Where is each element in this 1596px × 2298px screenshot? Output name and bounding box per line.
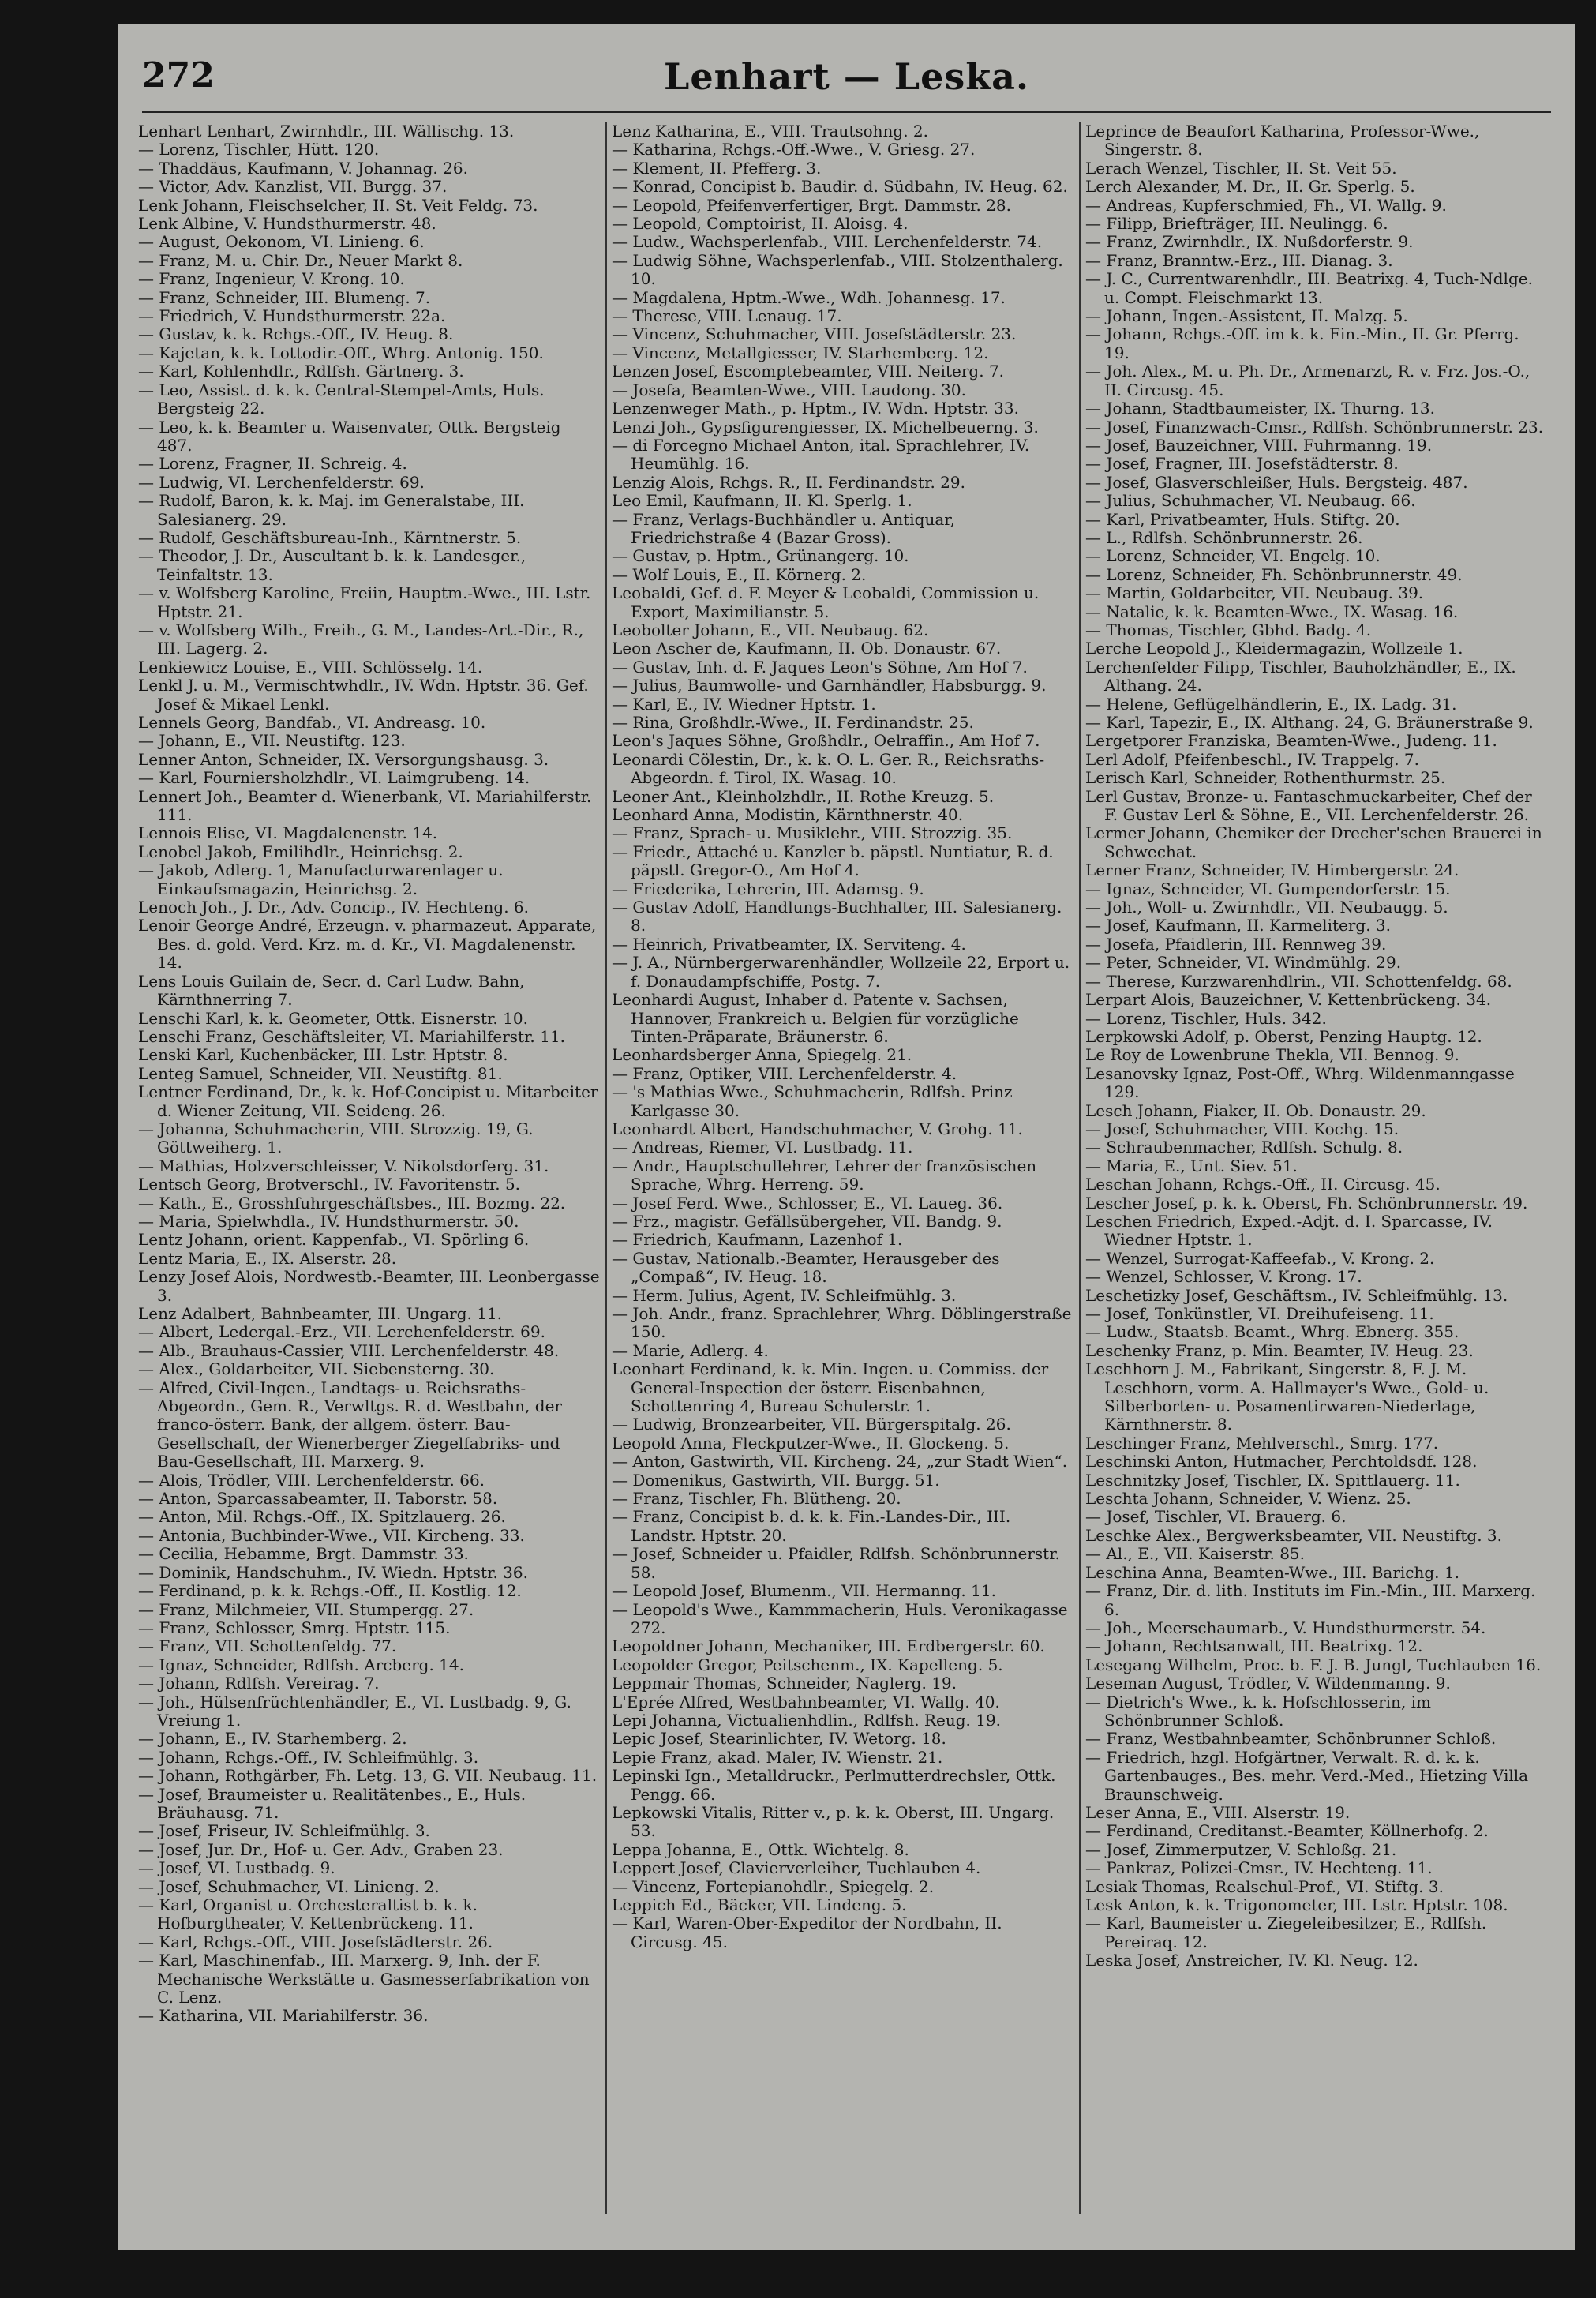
directory-entry: — Franz, Milchmeier, VII. Stumpergg. 27. xyxy=(138,1599,474,1619)
directory-entry: — J. C., Currentwarenhdlr., III. Beatrixg. 4, Tuch-Ndlge. u. Compt. Fleischmarkt 13. xyxy=(1085,269,1533,307)
directory-entry: — Wenzel, Surrogat-Kaffeefab., V. Krong. 2. xyxy=(1085,1248,1435,1268)
directory-entry: — Ludw., Staatsb. Beamt., Whrg. Ebnerg. 355. xyxy=(1085,1322,1459,1342)
directory-entry: Leschinski Anton, Hutmacher, Perchtoldsdf. 128. xyxy=(1085,1452,1478,1471)
directory-entry: Lenner Anton, Schneider, IX. Versorgungshausg. 3. xyxy=(138,749,549,769)
directory-entry: Lenski Karl, Kuchenbäcker, III. Lstr. Hptstr. 8. xyxy=(138,1045,508,1065)
directory-entry: — Johanna, Schuhmacherin, VIII. Strozzig. 19, G. Göttweiherg. 1. xyxy=(138,1119,534,1157)
directory-entry: — Therese, Kurzwarenhdlrin., VII. Schottenfeldg. 68. xyxy=(1085,971,1512,991)
directory-entry: — Josef, Bauzeichner, VIII. Fuhrmanng. 19. xyxy=(1085,435,1433,455)
directory-entry: Lerl Gustav, Bronze- u. Fantaschmuckarbeiter, Chef der F. Gustav Lerl & Söhne, E., VII. Lerchenfelderstr. 26. xyxy=(1085,786,1532,825)
directory-entry: — Wenzel, Schlosser, V. Krong. 17. xyxy=(1085,1267,1362,1287)
directory-entry: — Lorenz, Schneider, Fh. Schönbrunnerstr. 49. xyxy=(1085,564,1463,584)
directory-entry: Lenoch Joh., J. Dr., Adv. Concip., IV. Hechteng. 6. xyxy=(138,898,529,917)
directory-entry: Lennels Georg, Bandfab., VI. Andreasg. 10. xyxy=(138,713,486,732)
directory-entry: — Josefa, Pfaidlerin, III. Rennweg 39. xyxy=(1085,934,1387,954)
directory-entry: Leschina Anna, Beamten-Wwe., III. Barichg. 1. xyxy=(1085,1562,1459,1582)
directory-entry: Leser Anna, E., VIII. Alserstr. 19. xyxy=(1085,1802,1351,1822)
directory-entry: — Mathias, Holzverschleisser, V. Nikolsdorferg. 31. xyxy=(138,1156,549,1175)
directory-entry: — Katharina, Rchgs.-Off.-Wwe., V. Griesg. 27. xyxy=(612,140,976,159)
directory-entry: — Ignaz, Schneider, Rdlfsh. Arcberg. 14. xyxy=(138,1655,464,1674)
column-3 xyxy=(1085,122,1547,2238)
directory-entry: Lennois Elise, VI. Magdalenenstr. 14. xyxy=(138,823,438,843)
directory-entry: — Franz, Schlosser, Smrg. Hptstr. 115. xyxy=(138,1618,451,1637)
directory-entry: — Konrad, Concipist b. Baudir. d. Südbahn, IV. Heug. 62. xyxy=(612,177,1068,197)
directory-entry: — Thomas, Tischler, Gbhd. Badg. 4. xyxy=(1085,620,1372,639)
directory-entry: Lenkl J. u. M., Vermischtwhdlr., IV. Wdn. Hptstr. 36. Gef. Josef & Mikael Lenkl. xyxy=(138,676,589,714)
directory-entry: — Ferdinand, p. k. k. Rchgs.-Off., II. Kostlig. 12. xyxy=(138,1581,522,1601)
directory-entry: — Joh., Hülsenfrüchtenhändler, E., VI. Lustbadg. 9, G. Vreiung 1. xyxy=(138,1692,571,1730)
directory-entry: L'Eprée Alfred, Westbahnbeamter, VI. Wallg. 40. xyxy=(612,1692,1000,1711)
directory-entry: — Johann, Rdlfsh. Vereirag. 7. xyxy=(138,1674,380,1693)
directory-entry: — Lorenz, Fragner, II. Schreig. 4. xyxy=(138,454,407,474)
directory-entry: — Theodor, J. Dr., Auscultant b. k. k. Landesger., Teinfaltstr. 13. xyxy=(138,546,526,584)
directory-entry: Lepkowski Vitalis, Ritter v., p. k. k. Oberst, III. Ungarg. 53. xyxy=(612,1802,1055,1841)
directory-entry: — Rudolf, Baron, k. k. Maj. im Generalstabe, III. Salesianerg. 29. xyxy=(138,491,525,529)
directory-entry: — Franz, VII. Schottenfeldg. 77. xyxy=(138,1636,397,1656)
directory-entry: — Wolf Louis, E., II. Körnerg. 2. xyxy=(612,564,867,584)
directory-entry: Lerche Leopold J., Kleidermagazin, Wollzeile 1. xyxy=(1085,639,1463,658)
directory-entry: Leppert Josef, Clavierverleiher, Tuchlauben 4. xyxy=(612,1858,981,1878)
directory-entry: Lergetporer Franziska, Beamten-Wwe., Judeng. 11. xyxy=(1085,731,1497,751)
directory-entry: Lepic Josef, Stearinlichter, IV. Wetorg. 18. xyxy=(612,1729,946,1749)
directory-entry: — Vincenz, Fortepianohdlr., Spiegelg. 2. xyxy=(612,1876,935,1896)
directory-entry: — Gustav, p. Hptm., Grünangerg. 10. xyxy=(612,546,909,566)
directory-entry: Leschke Alex., Bergwerksbeamter, VII. Neustiftg. 3. xyxy=(1085,1525,1502,1545)
directory-entry: — Peter, Schneider, VI. Windmühlg. 29. xyxy=(1085,953,1402,973)
directory-entry: Lentsch Georg, Brotverschl., IV. Favoritenstr. 5. xyxy=(138,1175,521,1194)
directory-entry: — Maria, E., Unt. Siev. 51. xyxy=(1085,1156,1298,1175)
directory-entry: Lerpkowski Adolf, p. Oberst, Penzing Hauptg. 12. xyxy=(1085,1026,1482,1046)
directory-entry: — Franz, Concipist b. d. k. k. Fin.-Landes-Dir., III. Landstr. Hptstr. 20. xyxy=(612,1507,1011,1545)
directory-entry: Leschan Johann, Rchgs.-Off., II. Circusg. 45. xyxy=(1085,1175,1441,1194)
directory-entry: — Maria, Spielwhdla., IV. Hundsthurmerstr. 50. xyxy=(138,1211,519,1231)
directory-entry: Leonhardsberger Anna, Spiegelg. 21. xyxy=(612,1045,912,1065)
directory-entry: Leschta Johann, Schneider, V. Wienz. 25. xyxy=(1085,1489,1411,1509)
directory-entry: — Karl, Privatbeamter, Huls. Stiftg. 20. xyxy=(1085,509,1400,529)
directory-entry: — Kajetan, k. k. Lottodir.-Off., Whrg. Antonig. 150. xyxy=(138,343,544,362)
directory-entry: — Leopold's Wwe., Kammmacherin, Huls. Veronikagasse 272. xyxy=(612,1599,1068,1637)
directory-entry: — Leopold, Pfeifenverfertiger, Brgt. Dammstr. 28. xyxy=(612,195,1012,215)
directory-entry: — Andreas, Kupferschmied, Fh., VI. Wallg. 9. xyxy=(1085,195,1447,215)
directory-entry: — Magdalena, Hptm.-Wwe., Wdh. Johannesg. 17. xyxy=(612,287,1006,307)
directory-entry: Lepie Franz, akad. Maler, IV. Wienstr. 21. xyxy=(612,1747,943,1767)
directory-entry: Le Roy de Lowenbrune Thekla, VII. Bennog. 9. xyxy=(1085,1045,1459,1065)
directory-entry: — Leo, Assist. d. k. k. Central-Stempel-Amts, Huls. Bergsteig 22. xyxy=(138,380,545,418)
directory-entry: — Andreas, Riemer, VI. Lustbadg. 11. xyxy=(612,1138,913,1157)
directory-entry: Leonardi Cölestin, Dr., k. k. O. L. Ger. R., Reichsraths-Abgeordn. f. Tirol, IX. Wasag. 10. xyxy=(612,749,1045,788)
directory-entry: Lenzig Alois, Rchgs. R., II. Ferdinandstr. 29. xyxy=(612,472,965,492)
directory-entry: — Anton, Gastwirth, VII. Kircheng. 24, „zur Stadt Wien“. xyxy=(612,1452,1068,1471)
directory-entry: — Helene, Geflügelhändlerin, E., IX. Ladg. 31. xyxy=(1085,694,1457,714)
directory-entry: — Franz, Tischler, Fh. Blütheng. 20. xyxy=(612,1489,901,1509)
directory-entry: — Frz., magistr. Gefällsübergeher, VII. Bandg. 9. xyxy=(612,1211,1002,1231)
directory-entry: Lenhart Lenhart, Zwirnhdlr., III. Wällischg. 13. xyxy=(138,122,515,141)
directory-entry: — Vincenz, Schuhmacher, VIII. Josefstädterstr. 23. xyxy=(612,324,1017,344)
page-header-title: Lenhart — Leska. xyxy=(663,55,1030,98)
directory-entry: Lenk Albine, V. Hundsthurmerstr. 48. xyxy=(138,214,436,234)
directory-entry: Leschhorn J. M., Fabrikant, Singerstr. 8, F. J. M. Leschhorn, vorm. A. Hallmayer's Wwe., Gold- u. Silberborten- u. Posamentirwaren-Niederlage, Kärnthnerstr. 8. xyxy=(1085,1359,1489,1434)
directory-entry: Lentz Johann, orient. Kappenfab., VI. Spörling 6. xyxy=(138,1230,530,1250)
directory-entry: Leobaldi, Gef. d. F. Meyer & Leobaldi, Commission u. Export, Maximilianstr. 5. xyxy=(612,583,1040,621)
directory-entry: — Lorenz, Tischler, Hütt. 120. xyxy=(138,140,380,159)
directory-entry: Lenschi Karl, k. k. Geometer, Ottk. Eisnerstr. 10. xyxy=(138,1008,528,1028)
directory-entry: — Josef, Jur. Dr., Hof- u. Ger. Adv., Graben 23. xyxy=(138,1839,504,1859)
directory-entry: Lerach Wenzel, Tischler, II. St. Veit 55. xyxy=(1085,158,1397,178)
directory-entry: — Ferdinand, Creditanst.-Beamter, Köllnerhofg. 2. xyxy=(1085,1821,1489,1841)
directory-entry: Lenz Adalbert, Bahnbeamter, III. Ungarg. 11. xyxy=(138,1304,503,1323)
directory-entry: — Franz, Westbahnbeamter, Schönbrunner Schloß. xyxy=(1085,1729,1497,1749)
directory-entry: Lentner Ferdinand, Dr., k. k. Hof-Concipist u. Mitarbeiter d. Wiener Zeitung, VII. Seideng. 26. xyxy=(138,1082,598,1120)
directory-entry: — Antonia, Buchbinder-Wwe., VII. Kircheng. 33. xyxy=(138,1525,525,1545)
directory-entry: Leopolder Gregor, Peitschenm., IX. Kapelleng. 5. xyxy=(612,1655,1003,1674)
directory-entry: — Franz, Ingenieur, V. Krong. 10. xyxy=(138,269,405,289)
directory-entry: Leschen Friedrich, Exped.-Adjt. d. I. Sparcasse, IV. Wiedner Hptstr. 1. xyxy=(1085,1211,1493,1250)
directory-entry: — Karl, Organist u. Orchesteraltist b. k. k. Hofburgtheater, V. Kettenbrückeng. 11. xyxy=(138,1895,478,1933)
directory-entry: — Franz, Zwirnhdlr., IX. Nußdorferstr. 9. xyxy=(1085,232,1414,252)
directory-entry: Leska Josef, Anstreicher, IV. Kl. Neug. 12. xyxy=(1085,1951,1418,1970)
directory-entry: Leppmair Thomas, Schneider, Naglerg. 19. xyxy=(612,1674,957,1693)
directory-entry: — Josef, Braumeister u. Realitätenbes., E., Huls. Bräuhausg. 71. xyxy=(138,1784,526,1822)
directory-entry: Leon's Jaques Söhne, Großhdlr., Oelraffin., Am Hof 7. xyxy=(612,731,1040,751)
directory-entry: — Franz, M. u. Chir. Dr., Neuer Markt 8. xyxy=(138,250,463,270)
directory-entry: — Friedrich, Kaufmann, Lazenhof 1. xyxy=(612,1230,903,1250)
directory-entry: — Ludwig Söhne, Wachsperlenfab., VIII. Stolzenthalerg. 10. xyxy=(612,250,1063,289)
directory-entry: Lentz Maria, E., IX. Alserstr. 28. xyxy=(138,1248,397,1268)
directory-entry: — Al., E., VII. Kaiserstr. 85. xyxy=(1085,1544,1306,1564)
directory-entry: Lenzi Joh., Gypsfigurengiesser, IX. Michelbeuerng. 3. xyxy=(612,417,1039,437)
directory-entry: — Karl, Kohlenhdlr., Rdlfsh. Gärtnerg. 3. xyxy=(138,362,464,381)
directory-entry: — Julius, Schuhmacher, VI. Neubaug. 66. xyxy=(1085,491,1416,511)
directory-entry: Lerchenfelder Filipp, Tischler, Bauholzhändler, E., IX. Althang. 24. xyxy=(1085,657,1516,695)
directory-entry: Lesch Johann, Fiaker, II. Ob. Donaustr. 29. xyxy=(1085,1100,1426,1120)
directory-entry: Lenobel Jakob, Emilihdlr., Heinrichsg. 2. xyxy=(138,842,463,861)
directory-entry: — Joh. Alex., M. u. Ph. Dr., Armenarzt, R. v. Frz. Jos.-O., II. Circusg. 45. xyxy=(1085,362,1530,399)
directory-entry: Lesegang Wilhelm, Proc. b. F. J. B. Jungl, Tuchlauben 16. xyxy=(1085,1655,1542,1674)
directory-entry: — Andr., Hauptschullehrer, Lehrer der französischen Sprache, Whrg. Herreng. 59. xyxy=(612,1156,1037,1194)
directory-entry: Leonhardi August, Inhaber d. Patente v. Sachsen, Hannover, Frankreich u. Belgien für vorzügliche Tinten-Präparate, Bräunerstr. 6. xyxy=(612,990,1019,1046)
directory-entry: — Franz, Optiker, VIII. Lerchenfelderstr. 4. xyxy=(612,1063,957,1083)
directory-entry: — Katharina, VII. Mariahilferstr. 36. xyxy=(138,2006,429,2026)
directory-entry: — Ignaz, Schneider, VI. Gumpendorferstr. 15. xyxy=(1085,879,1451,898)
column-2 xyxy=(612,122,1073,2238)
directory-entry: Leppich Ed., Bäcker, VII. Lindeng. 5. xyxy=(612,1895,907,1914)
directory-entry: — Johann, Rchgs.-Off. im k. k. Fin.-Min., II. Gr. Pferrg. 19. xyxy=(1085,324,1519,362)
directory-entry: — Josef, Friseur, IV. Schleifmühlg. 3. xyxy=(138,1821,430,1841)
directory-entry: — Joh., Woll- u. Zwirnhdlr., VII. Neubaugg. 5. xyxy=(1085,898,1448,917)
directory-entry: — Leopold, Comptoirist, II. Aloisg. 4. xyxy=(612,214,909,234)
directory-entry: Leppa Johanna, E., Ottk. Wichtelg. 8. xyxy=(612,1839,909,1859)
directory-entry: Leschnitzky Josef, Tischler, IX. Spittlauerg. 11. xyxy=(1085,1470,1460,1490)
directory-entry: — Natalie, k. k. Beamten-Wwe., IX. Wasag. 16. xyxy=(1085,602,1459,621)
directory-entry: Leopoldner Johann, Mechaniker, III. Erdbergerstr. 60. xyxy=(612,1636,1045,1656)
directory-entry: — Franz, Schneider, III. Blumeng. 7. xyxy=(138,287,431,307)
directory-entry: — 's Mathias Wwe., Schuhmacherin, Rdlfsh. Prinz Karlgasse 30. xyxy=(612,1082,1013,1120)
directory-entry: — di Forcegno Michael Anton, ital. Sprachlehrer, IV. Heumühlg. 16. xyxy=(612,435,1030,474)
directory-entry: Lenoir George André, Erzeugn. v. pharmazeut. Apparate, Bes. d. gold. Verd. Krz. m. d. Kr., VI. Magdalenenstr. 14. xyxy=(138,916,597,973)
directory-entry: — Gustav Adolf, Handlungs-Buchhalter, III. Salesianerg. 8. xyxy=(612,898,1062,935)
directory-entry: — Karl, Waren-Ober-Expeditor der Nordbahn, II. Circusg. 45. xyxy=(612,1914,1002,1951)
directory-entry: — Franz, Sprach- u. Musiklehr., VIII. Strozzig. 35. xyxy=(612,823,1013,843)
directory-entry: Lenzen Josef, Escomptebeamter, VIII. Neiterg. 7. xyxy=(612,362,1005,381)
directory-entry: — Franz, Verlags-Buchhändler u. Antiquar, Friedrichstraße 4 (Bazar Gross). xyxy=(612,509,955,547)
directory-entry: — Ludwig, VI. Lerchenfelderstr. 69. xyxy=(138,472,425,492)
directory-entry: — Lorenz, Tischler, Huls. 342. xyxy=(1085,1008,1327,1028)
directory-entry: — Klement, II. Pfefferg. 3. xyxy=(612,158,822,178)
directory-entry: — Lorenz, Schneider, VI. Engelg. 10. xyxy=(1085,546,1381,566)
directory-entry: — Josef, Schuhmacher, VIII. Kochg. 15. xyxy=(1085,1119,1399,1138)
directory-entry: — v. Wolfsberg Wilh., Freih., G. M., Landes-Art.-Dir., R., III. Lagerg. 2. xyxy=(138,620,584,658)
directory-entry: Lenzy Josef Alois, Nordwestb.-Beamter, III. Leonbergasse 3. xyxy=(138,1267,600,1305)
column-divider xyxy=(1079,122,1081,2214)
directory-entry: Lenz Katharina, E., VIII. Trautsohng. 2. xyxy=(612,122,929,141)
directory-entry: — Johann, Rothgärber, Fh. Letg. 13, G. VII. Neubaug. 11. xyxy=(138,1766,598,1786)
directory-entry: — Johann, Stadtbaumeister, IX. Thurng. 13. xyxy=(1085,399,1435,418)
directory-entry: Leonhardt Albert, Handschuhmacher, V. Grohg. 11. xyxy=(612,1119,1023,1138)
directory-entry: — Josef, Kaufmann, II. Karmeliterg. 3. xyxy=(1085,916,1392,935)
directory-entry: Lescher Josef, p. k. k. Oberst, Fh. Schönbrunnerstr. 49. xyxy=(1085,1193,1528,1213)
directory-entry: — Josef, Fragner, III. Josefstädterstr. 8. xyxy=(1085,454,1399,474)
directory-entry: — Friedr., Attaché u. Kanzler b. päpstl. Nuntiatur, R. d. päpstl. Gregor-O., Am Hof 4. xyxy=(612,842,1054,880)
directory-entry: Lepinski Ign., Metalldruckr., Perlmutterdrechsler, Ottk. Pengg. 66. xyxy=(612,1766,1056,1804)
page-number: 272 xyxy=(142,55,215,96)
directory-entry: — Karl, Rchgs.-Off., VIII. Josefstädterstr. 26. xyxy=(138,1932,493,1951)
directory-entry: — J. A., Nürnbergerwarenhändler, Wollzeile 22, Erport u. f. Donaudampfschiffe, Postg. 7. xyxy=(612,953,1070,991)
directory-entry: — Josef, Schneider u. Pfaidler, Rdlfsh. Schönbrunnerstr. 58. xyxy=(612,1544,1060,1582)
directory-entry: Leopold Anna, Fleckputzer-Wwe., II. Glockeng. 5. xyxy=(612,1433,1010,1453)
directory-entry: — Herm. Julius, Agent, IV. Schleifmühlg. 3. xyxy=(612,1285,957,1305)
directory-entry: — Julius, Baumwolle- und Garnhändler, Habsburgg. 9. xyxy=(612,676,1047,695)
directory-entry: Lens Louis Guilain de, Secr. d. Carl Ludw. Bahn, Kärnthnerring 7. xyxy=(138,971,525,1010)
directory-entry: — Leopold Josef, Blumenm., VII. Hermanng. 11. xyxy=(612,1581,996,1601)
directory-entry: — Kath., E., Grosshfuhrgeschäftsbes., III. Bozmg. 22. xyxy=(138,1193,566,1213)
directory-entry: — Schraubenmacher, Rdlfsh. Schulg. 8. xyxy=(1085,1138,1403,1157)
directory-entry: Lenschi Franz, Geschäftsleiter, VI. Mariahilferstr. 11. xyxy=(138,1026,565,1046)
directory-entry: — Dietrich's Wwe., k. k. Hofschlosserin, im Schönbrunner Schloß. xyxy=(1085,1692,1432,1730)
directory-entry: Leseman August, Trödler, V. Wildenmanng. 9. xyxy=(1085,1674,1451,1693)
directory-entry: — Ludwig, Bronzearbeiter, VII. Bürgerspitalg. 26. xyxy=(612,1415,1011,1434)
directory-entry: — Anton, Sparcassabeamter, II. Taborstr. 58. xyxy=(138,1489,498,1509)
directory-entry: — Friederika, Lehrerin, III. Adamsg. 9. xyxy=(612,879,924,898)
directory-entry: Leonhart Ferdinand, k. k. Min. Ingen. u. Commiss. der General-Inspection der österr. Eisenbahnen, Schottenring 4, Bureau Schulerstr. 1. xyxy=(612,1359,1049,1416)
directory-entry: — Domenikus, Gastwirth, VII. Burgg. 51. xyxy=(612,1470,940,1490)
directory-entry: — Franz, Dir. d. lith. Instituts im Fin.-Min., III. Marxerg. 6. xyxy=(1085,1581,1536,1619)
directory-entry: Leprince de Beaufort Katharina, Professor-Wwe., Singerstr. 8. xyxy=(1085,122,1480,159)
directory-entry: — v. Wolfsberg Karoline, Freiin, Hauptm.-Wwe., III. Lstr. Hptstr. 21. xyxy=(138,583,591,621)
directory-entry: Lermer Johann, Chemiker der Drecher'schen Brauerei in Schwechat. xyxy=(1085,823,1542,861)
directory-entry: — Karl, Tapezir, E., IX. Althang. 24, G. Bräunerstraße 9. xyxy=(1085,713,1534,732)
directory-entry: — Josef, Schuhmacher, VI. Linieng. 2. xyxy=(138,1876,440,1896)
directory-entry: — Thaddäus, Kaufmann, V. Johannag. 26. xyxy=(138,158,468,178)
directory-entry: Leschinger Franz, Mehlverschl., Smrg. 177. xyxy=(1085,1433,1439,1453)
directory-entry: — Albert, Ledergal.-Erz., VII. Lerchenfelderstr. 69. xyxy=(138,1322,545,1342)
directory-entry: — Alex., Goldarbeiter, VII. Siebensterng. 30. xyxy=(138,1359,495,1379)
directory-entry: — Karl, E., IV. Wiedner Hptstr. 1. xyxy=(612,694,876,714)
directory-entry: Lerl Adolf, Pfeifenbeschl., IV. Trappelg. 7. xyxy=(1085,749,1420,769)
directory-entry: — Heinrich, Privatbeamter, IX. Serviteng. 4. xyxy=(612,934,966,954)
directory-entry: Lesk Anton, k. k. Trigonometer, III. Lstr. Hptstr. 108. xyxy=(1085,1895,1508,1914)
directory-entry: — Filipp, Briefträger, III. Neulingg. 6. xyxy=(1085,214,1388,234)
directory-entry: — Josef, VI. Lustbadg. 9. xyxy=(138,1858,335,1878)
directory-entry: Lenzenweger Math., p. Hptm., IV. Wdn. Hptstr. 33. xyxy=(612,399,1019,418)
column-divider xyxy=(605,122,607,2214)
directory-entry: Leschetizky Josef, Geschäftsm., IV. Schleifmühlg. 13. xyxy=(1085,1285,1508,1305)
directory-entry: — Jakob, Adlerg. 1, Manufacturwarenlager u. Einkaufsmagazin, Heinrichsg. 2. xyxy=(138,860,504,898)
directory-entry: — Josef, Tischler, VI. Brauerg. 6. xyxy=(1085,1507,1347,1527)
directory-entry: — Marie, Adlerg. 4. xyxy=(612,1340,769,1360)
directory-entry: — Karl, Maschinenfab., III. Marxerg. 9, Inh. der F. Mechanische Werkstätte u. Gasmesserfabrikation von C. Lenz. xyxy=(138,1951,590,2007)
directory-entry: — Rina, Großhdlr.-Wwe., II. Ferdinandstr. 25. xyxy=(612,713,974,732)
column-1 xyxy=(138,122,600,2238)
directory-entry: Lenk Johann, Fleischselcher, II. St. Veit Feldg. 73. xyxy=(138,195,538,215)
directory-entry: — Alfred, Civil-Ingen., Landtags- u. Reichsraths-Abgeordn., Gem. R., Verwltgs. R. d. Westbahn, der franco-österr. Bank, der allgem. österr. Bau-Gesellschaft, der Wienerberger Ziegelfabriks- und Bau-Gesellschaft, III. Marxerg. 9. xyxy=(138,1378,562,1471)
directory-entry: — Pankraz, Polizei-Cmsr., IV. Hechteng. 11. xyxy=(1085,1858,1433,1878)
directory-entry: Lenkiewicz Louise, E., VIII. Schlösselg. 14. xyxy=(138,657,483,677)
directory-entry: — Alb., Brauhaus-Cassier, VIII. Lerchenfelderstr. 48. xyxy=(138,1340,560,1360)
directory-entry: — Johann, E., VII. Neustiftg. 123. xyxy=(138,731,406,751)
directory-entry: — Josef, Tonkünstler, VI. Dreihufeiseng. 11. xyxy=(1085,1304,1434,1323)
directory-entry: Leoner Ant., Kleinholzhdlr., II. Rothe Kreuzg. 5. xyxy=(612,786,995,806)
directory-entry: — Dominik, Handschuhm., IV. Wiedn. Hptstr. 36. xyxy=(138,1562,528,1582)
directory-entry: Lennert Joh., Beamter d. Wienerbank, VI. Mariahilferstr. 111. xyxy=(138,786,592,825)
directory-entry: Leschenky Franz, p. Min. Beamter, IV. Heug. 23. xyxy=(1085,1340,1474,1360)
directory-entry: — Johann, E., IV. Starhemberg. 2. xyxy=(138,1729,407,1749)
directory-entry: — Franz, Branntw.-Erz., III. Dianag. 3. xyxy=(1085,250,1393,270)
directory-entry: — Johann, Ingen.-Assistent, II. Malzg. 5. xyxy=(1085,306,1408,326)
directory-entry: — Josef, Zimmerputzer, V. Schloßg. 21. xyxy=(1085,1839,1397,1859)
directory-entry: Lerpart Alois, Bauzeichner, V. Kettenbrückeng. 34. xyxy=(1085,990,1492,1010)
directory-entry: — Ludw., Wachsperlenfab., VIII. Lerchenfelderstr. 74. xyxy=(612,232,1043,252)
directory-entry: — Vincenz, Metallgiesser, IV. Starhemberg. 12. xyxy=(612,343,989,362)
directory-entry: — Friedrich, hzgl. Hofgärtner, Verwalt. R. d. k. k. Gartenbauges., Bes. mehr. Verd.-Med., Hietzing Villa Braunschweig. xyxy=(1085,1747,1529,1804)
directory-entry: — Karl, Baumeister u. Ziegeleibesitzer, E., Rdlfsh. Pereiraq. 12. xyxy=(1085,1914,1487,1951)
directory-entry: — Rudolf, Geschäftsbureau-Inh., Kärntnerstr. 5. xyxy=(138,527,522,547)
directory-entry: — Martin, Goldarbeiter, VII. Neubaug. 39. xyxy=(1085,583,1424,603)
directory-entry: — Josef, Finanzwach-Cmsr., Rdlfsh. Schönbrunnerstr. 23. xyxy=(1085,417,1544,437)
directory-entry: — Therese, VIII. Lenaug. 17. xyxy=(612,306,842,326)
directory-entry: — Johann, Rechtsanwalt, III. Beatrixg. 12. xyxy=(1085,1636,1423,1656)
directory-entry: — Gustav, Inh. d. F. Jaques Leon's Söhne, Am Hof 7. xyxy=(612,657,1028,677)
directory-entry: Lesiak Thomas, Realschul-Prof., VI. Stiftg. 3. xyxy=(1085,1876,1444,1896)
directory-entry: — Victor, Adv. Kanzlist, VII. Burgg. 37. xyxy=(138,177,448,197)
header-rule xyxy=(142,111,1551,113)
directory-entry: — Johann, Rchgs.-Off., IV. Schleifmühlg. 3. xyxy=(138,1747,479,1767)
directory-page xyxy=(118,24,1575,2250)
directory-entry: Lesanovsky Ignaz, Post-Off., Whrg. Wildenmanngasse 129. xyxy=(1085,1063,1515,1102)
directory-entry: Leonhard Anna, Modistin, Kärnthnerstr. 40. xyxy=(612,805,964,825)
directory-entry: — Josef Ferd. Wwe., Schlosser, E., VI. Laueg. 36. xyxy=(612,1193,1003,1213)
directory-entry: Leon Ascher de, Kaufmann, II. Ob. Donaustr. 67. xyxy=(612,639,1002,658)
directory-entry: — Alois, Trödler, VIII. Lerchenfelderstr. 66. xyxy=(138,1470,485,1490)
directory-entry: — August, Oekonom, VI. Linieng. 6. xyxy=(138,232,425,252)
directory-entry: — Josefa, Beamten-Wwe., VIII. Laudong. 30. xyxy=(612,380,966,399)
directory-entry: Lerner Franz, Schneider, IV. Himbergerstr. 24. xyxy=(1085,860,1459,880)
directory-entry: — L., Rdlfsh. Schönbrunnerstr. 26. xyxy=(1085,527,1363,547)
directory-entry: — Karl, Fourniersholzhdlr., VI. Laimgrubeng. 14. xyxy=(138,768,530,788)
directory-entry: Lerisch Karl, Schneider, Rothenthurmstr. 25. xyxy=(1085,768,1446,788)
directory-entry: — Joh., Meerschaumarb., V. Hundsthurmerstr. 54. xyxy=(1085,1618,1486,1637)
directory-entry: Lenteg Samuel, Schneider, VII. Neustiftg. 81. xyxy=(138,1063,503,1083)
directory-entry: — Gustav, k. k. Rchgs.-Off., IV. Heug. 8. xyxy=(138,324,454,344)
directory-entry: — Friedrich, V. Hundsthurmerstr. 22a. xyxy=(138,306,446,326)
directory-entry: Lepi Johanna, Victualienhdlin., Rdlfsh. Reug. 19. xyxy=(612,1710,1002,1730)
directory-entry: — Joh. Andr., franz. Sprachlehrer, Whrg. Döblingerstraße 150. xyxy=(612,1304,1072,1342)
directory-entry: — Anton, Mil. Rchgs.-Off., IX. Spitzlauerg. 26. xyxy=(138,1507,506,1527)
directory-entry: — Gustav, Nationalb.-Beamter, Herausgeber des „Compaß“, IV. Heug. 18. xyxy=(612,1248,1000,1287)
directory-entry: Leobolter Johann, E., VII. Neubaug. 62. xyxy=(612,620,929,639)
directory-entry: Leo Emil, Kaufmann, II. Kl. Sperlg. 1. xyxy=(612,491,912,511)
directory-entry: — Josef, Glasverschleißer, Huls. Bergsteig. 487. xyxy=(1085,472,1468,492)
directory-entry: Lerch Alexander, M. Dr., II. Gr. Sperlg. 5. xyxy=(1085,177,1415,197)
directory-entry: — Leo, k. k. Beamter u. Waisenvater, Ottk. Bergsteig 487. xyxy=(138,417,561,455)
directory-entry: — Cecilia, Hebamme, Brgt. Dammstr. 33. xyxy=(138,1544,469,1564)
